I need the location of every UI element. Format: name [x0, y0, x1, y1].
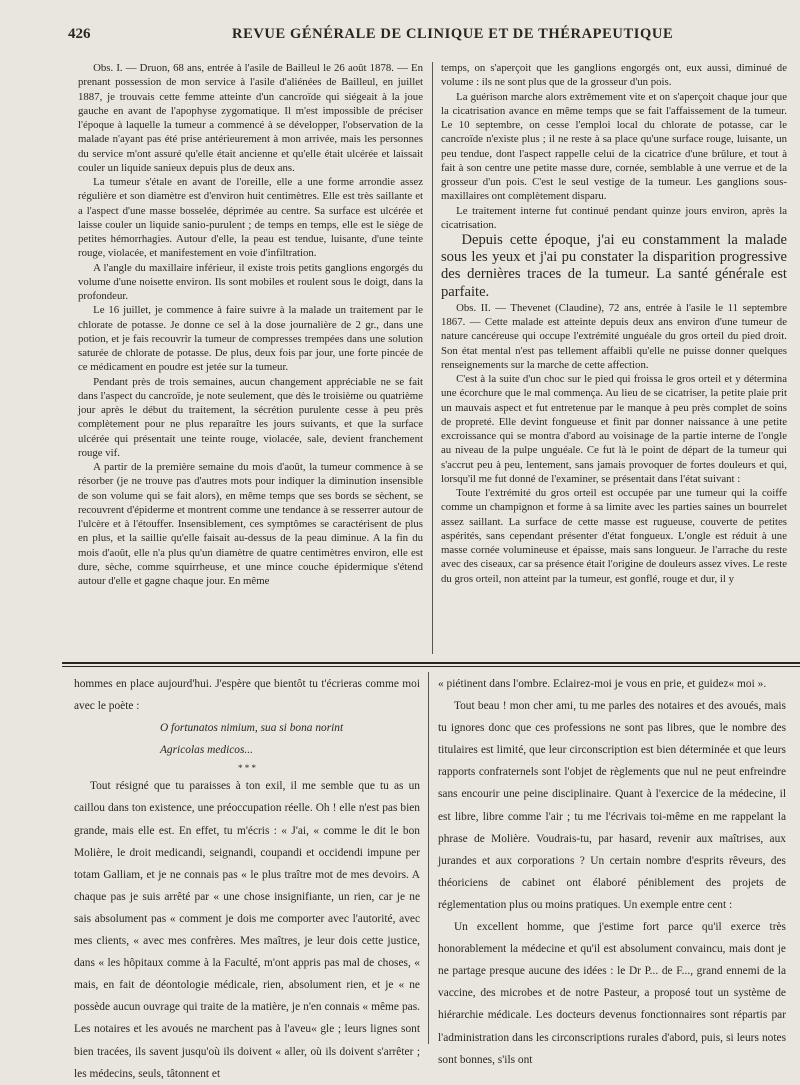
upper-right-column [441, 61, 787, 656]
paragraph: Le 16 juillet, je commence à faire suivre à la malade un traitement par le chlorate de potasse. Je donne ce sel à la dose journalière de 2 gr., dans une potion, et je fais recouvrir la tumeur de compresses trempées dans une solution saturée de chlorate de potasse. De plus, deux fois par jour, une forte pincée de ce médicament en poudre est jetée sur la tumeur. [78, 304, 423, 374]
paragraph-large: Depuis cette époque, j'ai eu constamment la malade sous les yeux et j'ai pu constater la disparition progressive des dernières traces de la tumeur. La santé générale est parfaite. [441, 232, 787, 300]
journal-title: REVUE GÉNÉRALE DE CLINIQUE ET DE THÉRAPEUTIQUE [232, 26, 674, 42]
section-rule [62, 666, 800, 667]
paragraph: hommes en place aujourd'hui. J'espère que bientôt tu t'écrieras comme moi avec le poète : [74, 678, 420, 713]
paragraph: Toute l'extrémité du gros orteil est occupée par une tumeur qui la coiffe comme un champignon et forme à sa limite avec les parties saines un bourrelet assez saillant. La surface de cette masse est rugueuse, couverte de petites aspérités, sans cependant présenter d'état fongueux. L'ongle est réduit à une masse cornée volumineuse et épaisse, mais sans longueur. Je l'arrache du reste avec des ciseaux, car sa présence était l'origine de douleurs assez vives. Le reste du gros orteil, non atteint par la tumeur, est gonflé, rouge et dur, il y [441, 487, 787, 585]
section-break-asterisks: * * * [238, 763, 256, 774]
running-head [0, 24, 800, 48]
paragraph: Pendant près de trois semaines, aucun changement appréciable ne se fait dans l'aspect du cancroïde, je note seulement, que dès le troisième ou quatrième jour après le début du traitement, la sécrétion purulente cesse à peu près complètement pour ne plus reparaître les jours suivants, et que la surface ulcérée qui présentait une teinte rouge, violacée, sale, devient franchement rouge vif. [78, 375, 423, 459]
section-rule [62, 662, 800, 664]
observation-2-intro: Obs. II. — Thevenet (Claudine), 72 ans, entrée à l'asile le 11 septembre 1867. — Cette malade est atteinte depuis deux ans environ d'une tumeur de nature cancéreuse qui occupe l'extrémité unguéale du gros orteil du pied droit. Son état mental n'est pas tellement affaibli qu'elle ne puisse donner quelques renseignements sur la marche de cette affection. [441, 301, 787, 371]
paragraph: A l'angle du maxillaire inférieur, il existe trois petits ganglions engorgés du volume d'une noisette environ. Ils sont mobiles et roulent sous le doigt, dans la profondeur. [78, 261, 423, 302]
column-divider [428, 672, 429, 1044]
page-number: 426 [68, 26, 91, 42]
poem-quote-line: O fortunatos nimium, sua si bona norint [159, 722, 344, 735]
poem-quote-line: Agricolas medicos... [159, 744, 253, 757]
paragraph: Un excellent homme, que j'estime fort parce qu'il exerce très honorablement la médecine et qu'il est absolument convaincu, mais dont je ne partage presque aucune des idées : le Dr P... de F..., grand ennemi de la vaccine, des microbes et de notre Pasteur, a proposé tout un système de hiérarchie médicale. Les docteurs devenus fonctionnaires sont répartis par l'administration dans les circonscriptions rurales d'abord, puis, si leurs notes sont bonnes, s'ils ont [438, 921, 786, 1066]
column-divider [432, 62, 433, 654]
paragraph: Tout beau ! mon cher ami, tu me parles des notaires et des avoués, mais tu ignores donc que ces professions ne sont pas libres, que le nombre des titulaires est limité, que leur circonscription est bien déterminée et que leurs rapports confraternels sont l'objet de règlements que nul ne peut enfreindre sans encourir une peine disciplinaire. Quant à l'exercice de la médecine, il est libre, libre comme l'air ; tu me l'écrivais toi-même en me rappelant la phrase de Molière. Voudrais-tu, par hasard, revenir aux maîtrises, aux jurandes et aux corporations ? Un certain nombre d'esprits rêveurs, des théoriciens de cabinet ont élaboré péniblement des projets de réglementation plus ou moins pratiques. Un exemple entre cent : [438, 700, 786, 911]
observation-1-intro: Obs. I. — Druon, 68 ans, entrée à l'asile de Bailleul le 26 août 1878. — En prenant possession de mon service à l'asile d'aliénées de Bailleul, en juillet 1887, je trouvais cette femme atteinte d'un cancroïde qui siégeait à la joue gauche en avant de l'apophyse zygomatique. Il m'est impossible de préciser l'époque à laquelle la tumeur a commencé à se développer, l'observation de la malade n'ayant pas été prise antérieurement à mon arrivée, mais les personnes du service m'ont assuré qu'elle était ancienne et qu'elle était ulcérée et laissait couler un liquide sanieux depuis plus de deux ans. [78, 62, 423, 174]
paragraph: La guérison marche alors extrêmement vite et on s'aperçoit chaque jour que la cicatrisation avance en même temps que se fait l'affaissement de la tumeur. Le 10 septembre, on cesse l'emploi local du chlorate de potasse, car le cancroïde n'existe plus ; il ne reste à sa place qu'une surface rouge, luisante, un peu tendue, dont l'aspect rappelle celui de la cicatrice d'une brûlure, et tout à fait à son centre une petite masse dure, cornée, semblable à une verrue et de la grosseur d'un pois. C'est le seul vestige de la tumeur. Les ganglions sous-maxillaires ont complètement disparu. [441, 90, 787, 203]
paragraph: Le traitement interne fut continué pendant quinze jours environ, après la cicatrisation. [441, 204, 787, 231]
lower-left-column [74, 673, 420, 1080]
paragraph: temps, on s'aperçoit que les ganglions engorgés ont, eux aussi, diminué de volume : ils ne sont plus que de la grosseur d'un pois. [441, 62, 787, 89]
upper-left-column [78, 61, 423, 656]
lower-right-column [438, 673, 786, 1066]
paragraph: La tumeur s'étale en avant de l'oreille, elle a une forme arrondie assez régulière et son diamètre est d'environ huit centimètres. Elle est très saillante et a l'aspect d'une masse bosselée, déprimée au centre. Sa surface est ulcérée et laisse couler un liquide sanio-purulent ; de temps en temps, elle est le siège de petites hémorrhagies. Autour d'elle, la peau est tendue, luisante, d'une teinte rouge, violacée, et manifestement en voie d'infiltration. [78, 176, 423, 260]
paragraph: A partir de la première semaine du mois d'août, la tumeur commence à se résorber (je ne trouve pas d'autres mots pour indiquer la diminution insensible de son volume qui se fait alors), en même temps que ses bords se sèchent, se recouvrent d'épiderme et montrent comme une tendance à se resserrer autour de l'ulcère et à l'étouffer. Insensiblement, ces symptômes se caractérisent de plus en plus, et la saillie qu'elle faisait au-dessus de la peau diminue. A la fin du mois d'août, elle n'a plus qu'un diamètre de quatre centimètres environ, elle est dure, sèche, comme squirrheuse, et une mince couche épidermique s'étend autour d'elle et gagne chaque jour. En même [78, 461, 423, 587]
paragraph: « piétinent dans l'ombre. Eclairez-moi je vous en prie, et guidez« moi ». [438, 678, 767, 690]
paragraph: Tout résigné que tu paraisses à ton exil, il me semble que tu as un caillou dans ton existence, une préoccupation réelle. Oh ! elle n'est pas bien grande, mais elle est. En effet, tu m'écris : « J'ai, « comme le dit le bon Molière, le droit medicandi, seignandi, coupandi et occidendi impune per totam Galliam, et je ne connais pas « le plus traître mot de mes devoirs. A chaque pas je suis arrêté par « une chose insignifiante, un rien, car je ne sais absolument pas « comment je dois me comporter avec l'autorité, avec mes clients, « avec mes confrères. Mes maîtres, je leur dois cette justice, dans « les hôpitaux comme à la Faculté, m'ont appris pas mal de choses, « mais, en fait de déontologie médicale, rien, absolument rien, et je « ne possède aucun ouvrage qui traite de la matière, je n'en connais « même pas. Les notaires et les avoués ne marchent pas à l'aveu« gle ; leurs lignes sont bien tracées, ils savent jusqu'où ils doivent « aller, où ils doivent s'arrêter ; les médecins, seuls, tâtonnent et [74, 780, 420, 1080]
paragraph: C'est à la suite d'un choc sur le pied qui froissa le gros orteil et y détermina une écorchure que le mal commença. Au lieu de se cicatriser, la petite plaie prit un mauvais aspect et fut entretenue par le manque à peu près complet de soins de propreté. Elle devint fongueuse et finit par donner naissance à une petite excroissance qui se montra d'abord au voisinage de la partie interne de l'ongle au niveau de la pulpe unguéale. Ce fut là le point de départ de la tumeur qui s'accrut peu à peu, lentement, sans jamais provoquer de fortes douleurs et qui, lorsqu'il me fut donné de l'examiner, se présentait dans l'état suivant : [441, 373, 787, 485]
